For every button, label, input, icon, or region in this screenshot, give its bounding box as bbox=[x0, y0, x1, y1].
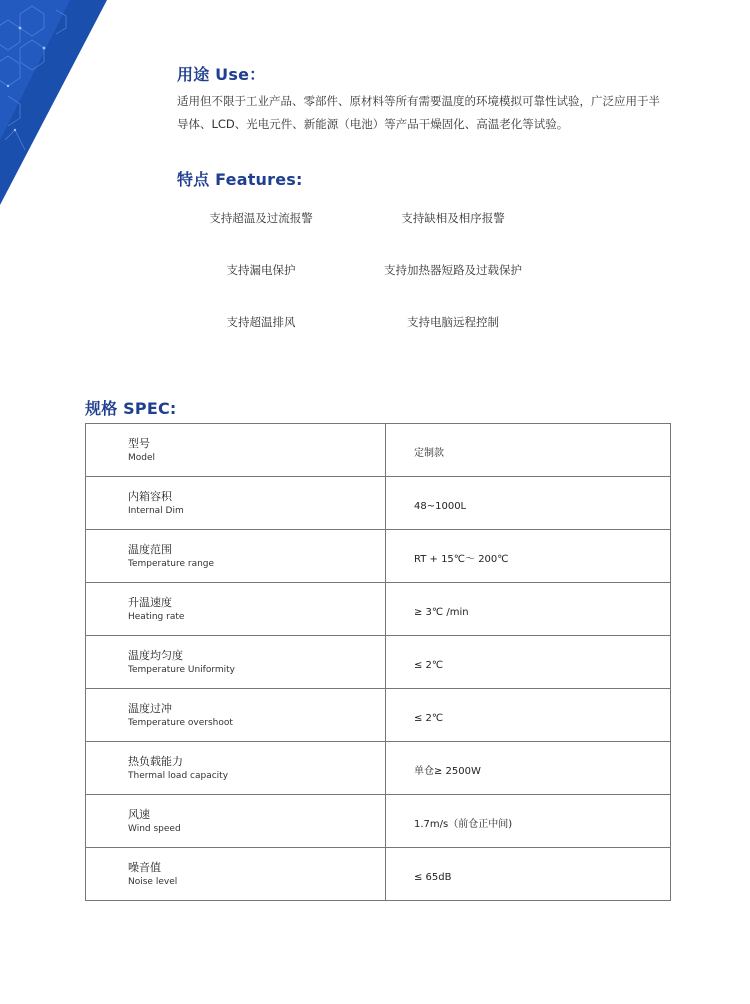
table-row bbox=[86, 424, 671, 477]
spec-value-cell bbox=[386, 848, 671, 901]
spec-label-cell bbox=[86, 636, 386, 689]
use-description: 适用但不限于工业产品、零部件、原材料等所有需要温度的环境模拟可靠性试验，广泛应用于半导体、LCD、光电元件、新能源（电池）等产品干燥固化、高温老化等试验。 bbox=[177, 94, 660, 131]
spec-heading: 规格 SPEC: bbox=[85, 399, 177, 418]
feature-item: 支持加热器短路及过载保护 bbox=[384, 263, 522, 277]
table-row bbox=[86, 795, 671, 848]
spec-label-cell bbox=[86, 477, 386, 530]
spec-label-cell bbox=[86, 424, 386, 477]
feature-item: 支持缺相及相序报警 bbox=[401, 211, 505, 225]
spec-value: ≤ 2℃ bbox=[414, 712, 444, 724]
spec-label-cell bbox=[86, 795, 386, 848]
table-row bbox=[86, 636, 671, 689]
spec-value: 48~1000L bbox=[414, 500, 467, 512]
spec-label-en: Noise level bbox=[128, 876, 178, 887]
spec-label-cn: 风速 bbox=[128, 807, 150, 821]
use-heading: 用途 Use： bbox=[177, 65, 266, 84]
table-row bbox=[86, 477, 671, 530]
spec-label-cn: 温度过冲 bbox=[128, 701, 172, 715]
table-row bbox=[86, 689, 671, 742]
spec-label-cn: 噪音值 bbox=[128, 860, 161, 874]
spec-label-cn: 温度范围 bbox=[128, 542, 172, 556]
feature-item: 支持超温及过流报警 bbox=[209, 211, 313, 225]
spec-label-cn: 热负载能力 bbox=[128, 754, 183, 768]
spec-label-en: Thermal load capacity bbox=[128, 770, 229, 781]
spec-label-en: Heating rate bbox=[128, 611, 185, 622]
spec-value: RT + 15℃～ 200℃ bbox=[414, 553, 509, 565]
spec-table bbox=[85, 423, 671, 901]
spec-label-cell bbox=[86, 583, 386, 636]
spec-value-cell bbox=[386, 424, 671, 477]
spec-value-cell bbox=[386, 636, 671, 689]
spec-value-cell bbox=[386, 583, 671, 636]
spec-label-cn: 温度均匀度 bbox=[128, 648, 183, 662]
feature-item: 支持漏电保护 bbox=[226, 263, 296, 277]
spec-value-cell bbox=[386, 742, 671, 795]
spec-value: ≤ 65dB bbox=[414, 871, 452, 883]
spec-label-en: Temperature range bbox=[128, 558, 215, 569]
spec-value: 单仓≥ 2500W bbox=[414, 765, 481, 777]
spec-value: ≥ 3℃ /min bbox=[414, 606, 469, 618]
spec-value: 定制款 bbox=[414, 447, 444, 459]
spec-value-cell bbox=[386, 530, 671, 583]
spec-value-cell bbox=[386, 795, 671, 848]
spec-label-cell bbox=[86, 689, 386, 742]
spec-label-en: Internal Dim bbox=[128, 505, 184, 516]
spec-value: 1.7m/s（前仓正中间) bbox=[414, 818, 513, 830]
features-heading: 特点 Features: bbox=[177, 170, 303, 189]
feature-item: 支持超温排风 bbox=[226, 315, 296, 329]
spec-value: ≤ 2℃ bbox=[414, 659, 444, 671]
spec-label-en: Temperature overshoot bbox=[128, 717, 233, 728]
spec-value-cell bbox=[386, 689, 671, 742]
table-row bbox=[86, 742, 671, 795]
spec-label-en: Temperature Uniformity bbox=[128, 664, 236, 675]
spec-label-cn: 型号 bbox=[128, 436, 150, 450]
corner-decoration bbox=[0, 0, 120, 210]
spec-label-cell bbox=[86, 848, 386, 901]
spec-label-en: Wind speed bbox=[128, 823, 181, 834]
feature-item: 支持电脑远程控制 bbox=[407, 315, 499, 329]
table-row bbox=[86, 848, 671, 901]
spec-value-cell bbox=[386, 477, 671, 530]
table-row bbox=[86, 530, 671, 583]
spec-label-cn: 升温速度 bbox=[128, 595, 172, 609]
spec-label-cn: 内箱容积 bbox=[128, 489, 172, 503]
spec-label-cell bbox=[86, 742, 386, 795]
spec-label-cell bbox=[86, 530, 386, 583]
spec-label-en: Model bbox=[128, 452, 156, 463]
table-row bbox=[86, 583, 671, 636]
